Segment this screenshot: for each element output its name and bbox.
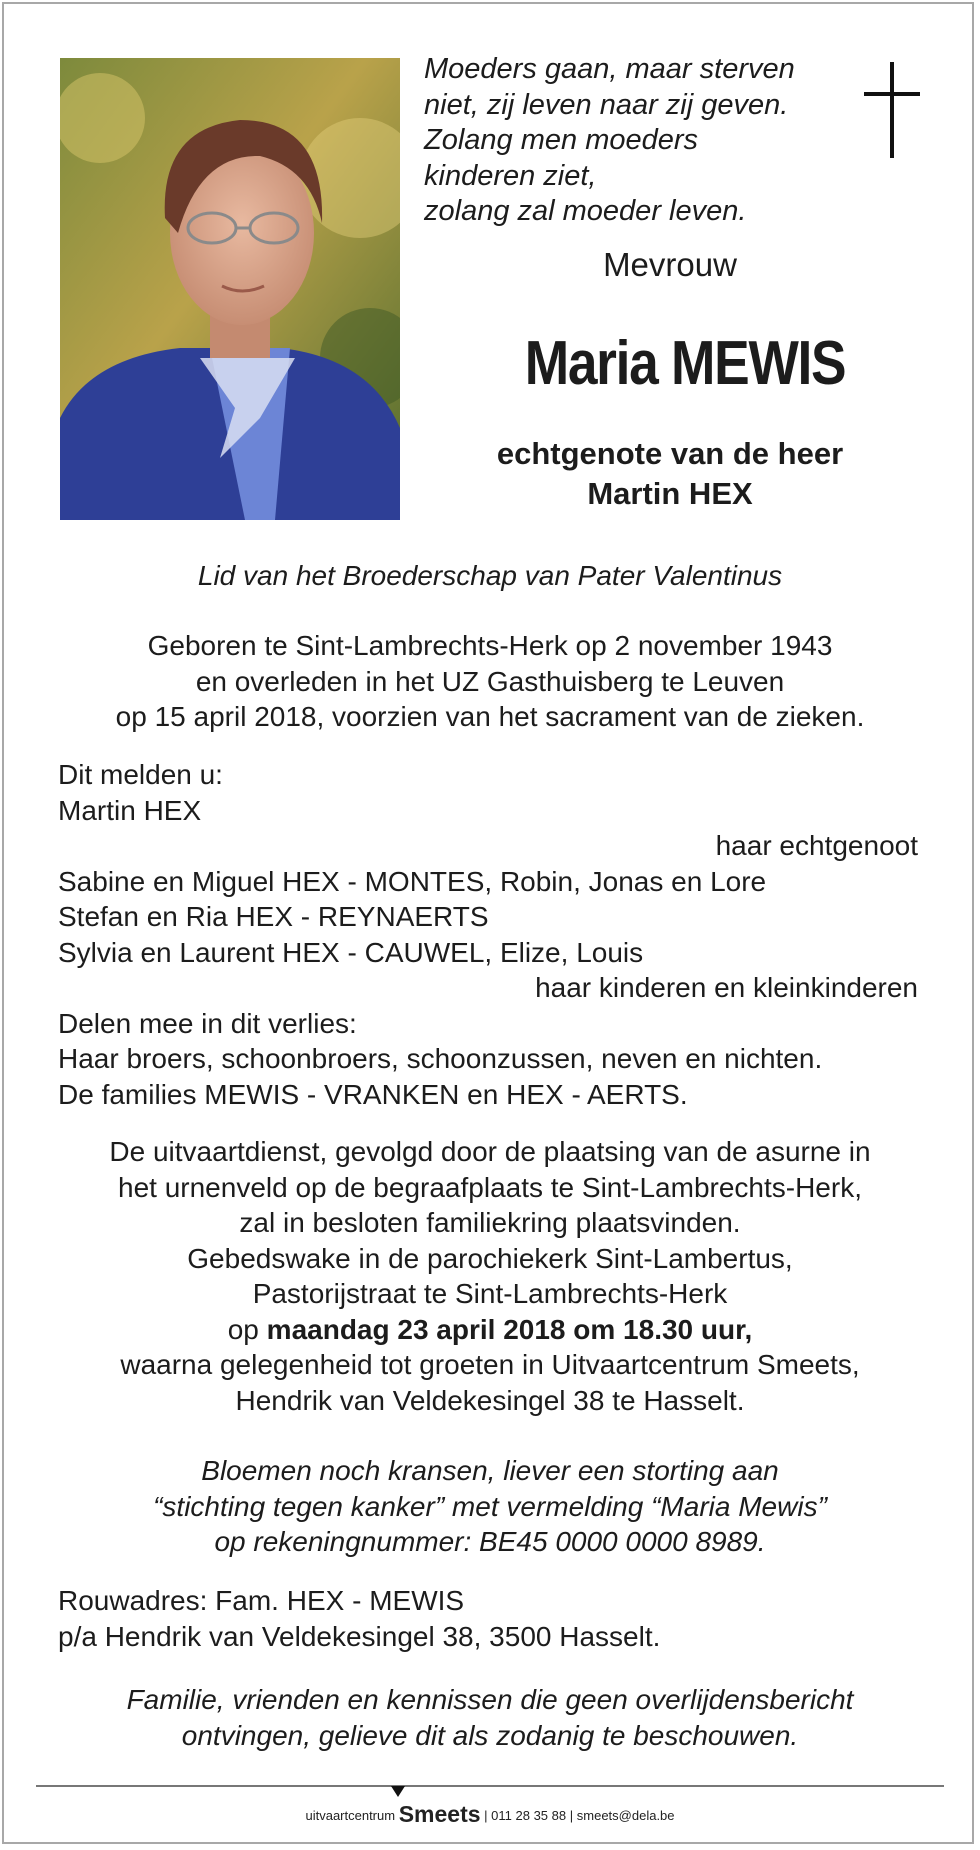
poem-line: niet, zij leven naar zij geven. xyxy=(424,88,789,121)
birth-death-line: Geboren te Sint-Lambrechts-Herk op 2 november 1943 xyxy=(147,630,833,661)
service-line: Gebedswake in de parochiekerk Sint-Lambertus, xyxy=(187,1242,793,1274)
poem-line: Moeders gaan, maar sterven xyxy=(424,53,795,85)
footer-separator: | xyxy=(484,1808,488,1823)
birth-death-line: en overleden in het UZ Gasthuisberg te Leuven xyxy=(195,665,785,697)
footer-separator: | xyxy=(569,1808,574,1823)
share-line: De families MEWIS - VRANKEN en HEX - AERTS. xyxy=(58,1078,688,1110)
service-line: Hendrik van Veldekesingel 38 te Hasselt. xyxy=(235,1384,745,1416)
announcement-intro: Dit melden u: xyxy=(58,759,223,790)
service-line: waarna gelegenheid tot groeten in Uitvaartcentrum Smeets, xyxy=(120,1349,860,1380)
closing-line: ontvingen, gelieve dit als zodanig te beschouwen. xyxy=(181,1719,799,1751)
service-line: Pastorijstraat te Sint-Lambrechts-Herk xyxy=(252,1278,728,1309)
footer-email: smeets@dela.be xyxy=(576,1808,675,1823)
birth-death-info xyxy=(40,628,940,735)
footer-prefix: uitvaartcentrum xyxy=(305,1808,396,1823)
spouse-info xyxy=(420,434,920,514)
footer-brand: Smeets xyxy=(398,1801,481,1827)
poem-line: zolang zal moeder leven. xyxy=(424,195,747,227)
triangle-marker-icon xyxy=(391,1786,405,1797)
poem-line: Zolang men moeders xyxy=(424,124,699,156)
service-date-prefix: op xyxy=(227,1313,267,1345)
service-line: zal in besloten familiekring plaatsvinden. xyxy=(239,1207,741,1238)
children-role: haar kinderen en kleinkinderen xyxy=(535,972,918,1003)
children-line: Stefan en Ria HEX - REYNAERTS xyxy=(58,901,489,932)
birth-death-line: op 15 april 2018, voorzien van het sacrament van de zieken. xyxy=(115,701,865,732)
membership: Lid van het Broederschap van Pater Valentinus xyxy=(197,560,783,591)
service-info xyxy=(40,1134,940,1418)
announcement-spouse: Martin HEX xyxy=(58,794,202,826)
portrait-photo xyxy=(60,58,400,520)
closing-note xyxy=(40,1682,940,1753)
service-line: het urnenveld op de begraafplaats te Sint-Lambrechts-Herk, xyxy=(118,1171,862,1203)
service-date-bold: maandag 23 april 2018 om 18.30 uur, xyxy=(266,1313,753,1345)
spouse-role: haar echtgenoot xyxy=(715,830,918,861)
flowers-line: Bloemen noch kransen, liever een storting aan xyxy=(201,1455,779,1486)
cross-icon xyxy=(864,62,920,158)
children-line: Sabine en Miguel HEX - MONTES, Robin, Jonas en Lore xyxy=(58,865,767,897)
footer-divider xyxy=(36,1785,944,1787)
spouse-line-1: echtgenote van de heer xyxy=(496,436,844,471)
honorific: Mevrouw xyxy=(603,246,737,283)
flowers-line: op rekeningnummer: BE45 0000 0000 8989. xyxy=(214,1526,766,1557)
children-line: Sylvia en Laurent HEX - CAUWEL, Elize, Louis xyxy=(58,936,644,968)
service-line: De uitvaartdienst, gevolgd door de plaatsing van de asurne in xyxy=(109,1136,871,1167)
family-announcement xyxy=(58,757,938,1112)
mourning-address xyxy=(58,1583,938,1654)
flowers-line: “stichting tegen kanker” met vermelding “Maria Mewis” xyxy=(153,1490,827,1522)
share-intro: Delen mee in dit verlies: xyxy=(58,1007,357,1039)
memorial-poem xyxy=(424,52,844,230)
service-date xyxy=(40,1312,940,1348)
deceased-name: Maria MEWIS xyxy=(524,329,846,398)
spouse-line-2: Martin HEX xyxy=(587,476,753,511)
footer-phone: 011 28 35 88 xyxy=(491,1808,567,1823)
poem-line: kinderen ziet, xyxy=(424,159,597,192)
closing-line: Familie, vrienden en kennissen die geen overlijdensbericht xyxy=(126,1684,854,1715)
flowers-notice xyxy=(40,1453,940,1560)
address-line: Rouwadres: Fam. HEX - MEWIS xyxy=(58,1585,465,1616)
address-line: p/a Hendrik van Veldekesingel 38, 3500 Hasselt. xyxy=(58,1620,661,1652)
funeral-home-footer xyxy=(0,1801,980,1828)
share-line: Haar broers, schoonbroers, schoonzussen, neven en nichten. xyxy=(58,1043,823,1074)
